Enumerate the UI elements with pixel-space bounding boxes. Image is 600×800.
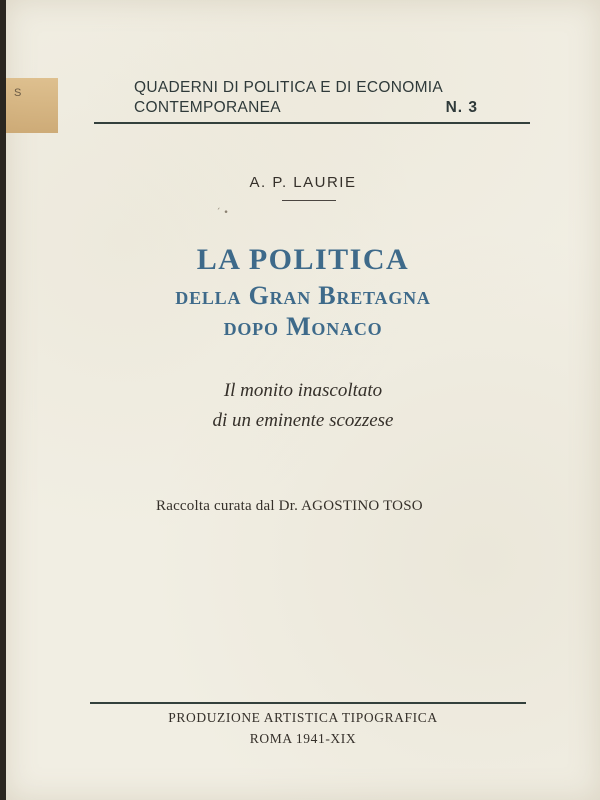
- subtitle-line-1: Il monito inascoltato: [223, 380, 383, 401]
- footer-divider: [90, 702, 526, 704]
- title-line-2: della Gran Bretagna: [175, 281, 431, 310]
- series-number: N. 3: [445, 99, 478, 116]
- header-divider: [94, 122, 530, 124]
- title-line-1: LA POLITICA: [196, 243, 410, 276]
- editor-credit: Raccolta curata dal Dr. AGOSTINO TOSO: [156, 498, 423, 514]
- paper-speck: ´ •: [216, 208, 229, 218]
- author-name: A. P. LAURIE: [249, 174, 357, 191]
- series-line-1: QUADERNI DI POLITICA E DI ECONOMIA: [134, 79, 444, 96]
- author-divider: [282, 200, 336, 201]
- tape-handwritten-mark: S: [14, 87, 22, 99]
- subtitle-line-2: di un eminente scozzese: [212, 410, 394, 431]
- publisher-line-1: PRODUZIONE ARTISTICA TIPOGRAFICA: [168, 710, 438, 725]
- book-cover: [6, 0, 600, 800]
- series-header: [134, 78, 478, 118]
- series-row-2: [134, 98, 478, 118]
- publisher-line-2: ROMA 1941-XIX: [249, 731, 357, 746]
- series-line-2: CONTEMPORANEA: [134, 99, 281, 116]
- title-line-3: dopo Monaco: [223, 312, 383, 341]
